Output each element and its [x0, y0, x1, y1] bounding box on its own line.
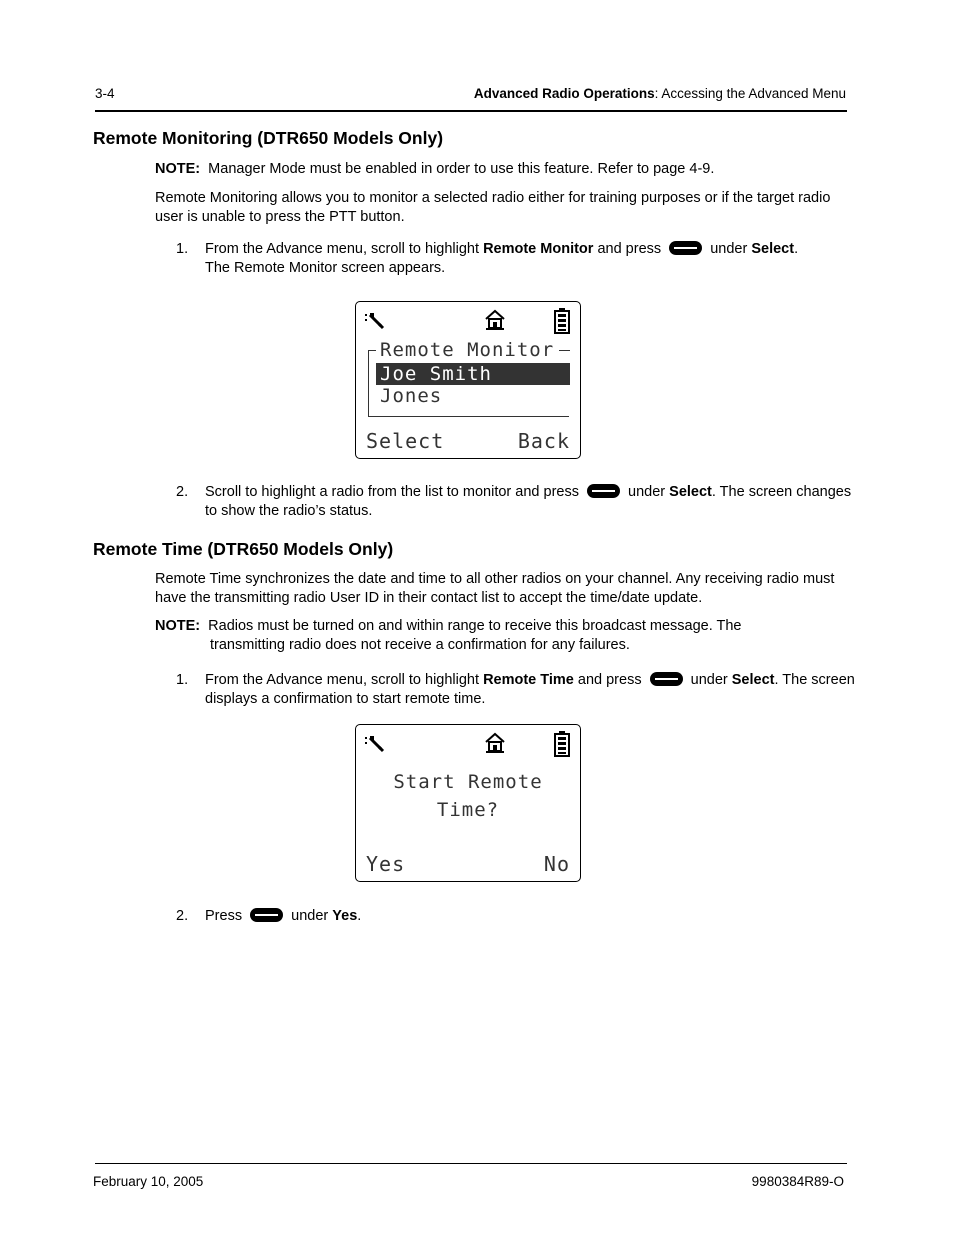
- battery-icon: [554, 308, 570, 334]
- list-item[interactable]: Jones: [380, 385, 443, 407]
- note-broadcast: NOTE: Radios must be turned on and within range to receive this broadcast message. The transmitting radio does not receive a confirmation for any failures.: [155, 618, 742, 653]
- battery-icon: [554, 731, 570, 757]
- step-number: 1.: [176, 241, 189, 257]
- page-number: 3-4: [95, 86, 115, 101]
- softkey-button-icon: [587, 484, 620, 498]
- footer-date: February 10, 2005: [93, 1174, 204, 1189]
- screen-title: Remote Monitor: [380, 339, 555, 361]
- step-number: 1.: [176, 672, 189, 688]
- step-number: 2.: [176, 908, 189, 924]
- softkey-name: Select: [731, 672, 775, 688]
- softkey-label-left[interactable]: Yes: [366, 852, 406, 876]
- step-text: Scroll to highlight a radio from the list to monitor and press under Select. The screen changes to show the radio’s status.: [205, 484, 852, 519]
- home-icon: [484, 732, 506, 754]
- footer-doc-number: 9980384R89-O: [751, 1174, 844, 1189]
- softkey-label-left[interactable]: Select: [366, 429, 445, 453]
- softkey-label-right[interactable]: No: [543, 852, 570, 876]
- menu-item-name: Remote Monitor: [483, 241, 594, 257]
- list-item-selected[interactable]: Joe Smith: [376, 363, 570, 385]
- confirm-line-2: Time?: [436, 799, 500, 821]
- radio-display-remote-time: [355, 724, 581, 882]
- step-text: From the Advance menu, scroll to highlight Remote Monitor and press under Select. The Remote Monitor screen appears.: [205, 241, 799, 276]
- home-icon: [484, 309, 506, 331]
- step-text: From the Advance menu, scroll to highlight Remote Time and press under Select. The screen displays a confirmation to start remote time.: [205, 672, 855, 707]
- frame-top-right: [559, 350, 570, 351]
- wrench-icon: [364, 735, 386, 753]
- frame-top-left: [368, 350, 376, 351]
- wrench-icon: [364, 312, 386, 330]
- softkey-button-icon: [669, 241, 702, 255]
- step-number: 2.: [176, 484, 189, 500]
- radio-display-remote-monitor: [355, 301, 581, 459]
- note-text: Manager Mode must be enabled in order to use this feature. Refer to page 4-9.: [208, 161, 715, 177]
- section-title: : Accessing the Advanced Menu: [654, 86, 846, 101]
- softkey-name: Select: [751, 241, 795, 257]
- footer-rule: [95, 1163, 847, 1164]
- softkey-name: Yes: [332, 908, 358, 924]
- softkey-name: Select: [669, 484, 712, 500]
- softkey-button-icon: [250, 908, 283, 922]
- section-heading-remote-monitoring: Remote Monitoring (DTR650 Models Only): [93, 128, 444, 148]
- section-heading-remote-time: Remote Time (DTR650 Models Only): [93, 539, 394, 559]
- chapter-title: Advanced Radio Operations: [473, 86, 655, 101]
- note-manager-mode: [155, 160, 855, 179]
- step-text: Press under Yes.: [205, 908, 362, 924]
- confirm-line-1: Start Remote: [393, 771, 543, 793]
- softkey-button-icon: [650, 672, 683, 686]
- running-header: [474, 86, 846, 101]
- step-result: The Remote Monitor screen appears.: [205, 260, 446, 276]
- header-rule: [95, 110, 847, 112]
- intro-paragraph: Remote Monitoring allows you to monitor a selected radio either for training purposes or if the target radio user is unable to press the PTT button.: [155, 190, 831, 225]
- softkey-label-right[interactable]: Back: [517, 429, 570, 453]
- intro-paragraph: Remote Time synchronizes the date and time to all other radios on your channel. Any receiving radio must have the transmitting radio User ID in their contact list to accept the time/date update.: [155, 571, 835, 606]
- menu-item-name: Remote Time: [483, 672, 574, 688]
- note-label: NOTE:: [155, 161, 201, 177]
- note-label: NOTE:: [155, 618, 201, 634]
